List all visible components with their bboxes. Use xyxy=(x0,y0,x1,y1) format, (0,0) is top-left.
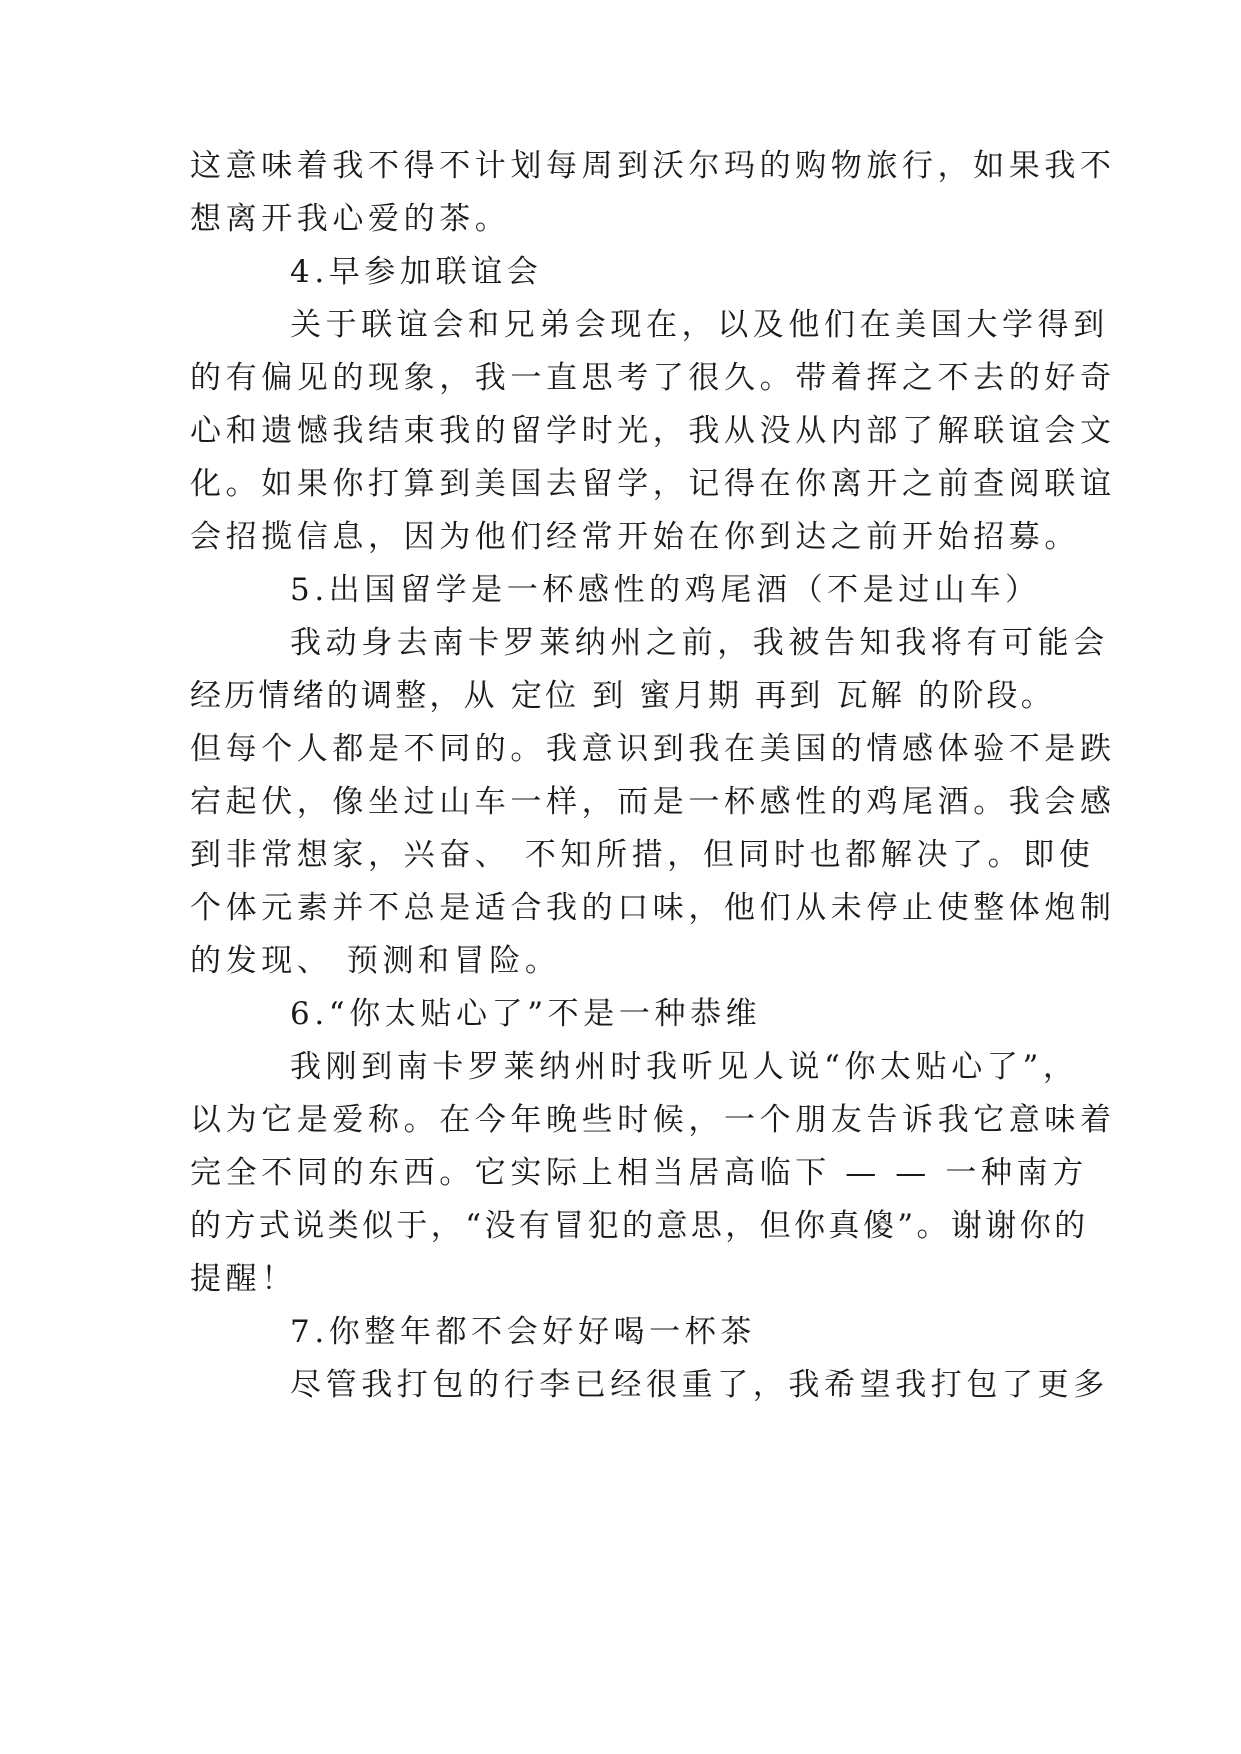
text-line: 我动身去南卡罗莱纳州之前，我被告知我将有可能会 xyxy=(290,625,1109,661)
text-line: 尽管我打包的行李已经很重了，我希望我打包了更多 xyxy=(290,1367,1109,1403)
text-line: 化。如果你打算到美国去留学，记得在你离开之前查阅联谊 xyxy=(190,466,1116,502)
text-line: 的方式说类似于，“没有冒犯的意思，但你真傻”。谢谢你的 xyxy=(190,1208,1089,1244)
text-line: 提醒！ xyxy=(190,1261,297,1297)
text-line: 以为它是爱称。在今年晚些时候，一个朋友告诉我它意味着 xyxy=(190,1102,1116,1138)
section-heading: 5.出国留学是一杯感性的鸡尾酒（不是过山车） xyxy=(290,572,1041,608)
text-line: 关于联谊会和兄弟会现在，以及他们在美国大学得到 xyxy=(290,307,1109,343)
section-heading: 4.早参加联谊会 xyxy=(290,254,543,290)
text-line: 但每个人都是不同的。我意识到我在美国的情感体验不是跌 xyxy=(190,731,1116,767)
text-line: 个体元素并不总是适合我的口味，他们从未停止使整体炮制 xyxy=(190,890,1116,926)
text-line: 的发现、 预测和冒险。 xyxy=(190,943,561,979)
section-heading: 7.你整年都不会好好喝一杯茶 xyxy=(290,1314,756,1350)
text-line: 我刚到南卡罗莱纳州时我听见人说“你太贴心了”， xyxy=(290,1049,1079,1085)
text-line: 到非常想家，兴奋、 不知所措，但同时也都解决了。即使 xyxy=(190,837,1095,873)
text-line: 的有偏见的现象，我一直思考了很久。带着挥之不去的好奇 xyxy=(190,360,1116,396)
text-line: 会招揽信息，因为他们经常开始在你到达之前开始招募。 xyxy=(190,519,1080,555)
text-line: 心和遗憾我结束我的留学时光，我从没从内部了解联谊会文 xyxy=(190,413,1116,449)
text-line: 这意味着我不得不计划每周到沃尔玛的购物旅行，如果我不 xyxy=(190,148,1116,184)
text-line: 宕起伏，像坐过山车一样，而是一杯感性的鸡尾酒。我会感 xyxy=(190,784,1116,820)
text-line: 经历情绪的调整，从 定位 到 蜜月期 再到 瓦解 的阶段。 xyxy=(190,678,1055,714)
text-line: 完全不同的东西。它实际上相当居高临下 — — 一种南方 xyxy=(190,1155,1088,1191)
text-line: 想离开我心爱的茶。 xyxy=(190,201,511,237)
section-heading: 6.“你太贴心了”不是一种恭维 xyxy=(290,996,762,1032)
